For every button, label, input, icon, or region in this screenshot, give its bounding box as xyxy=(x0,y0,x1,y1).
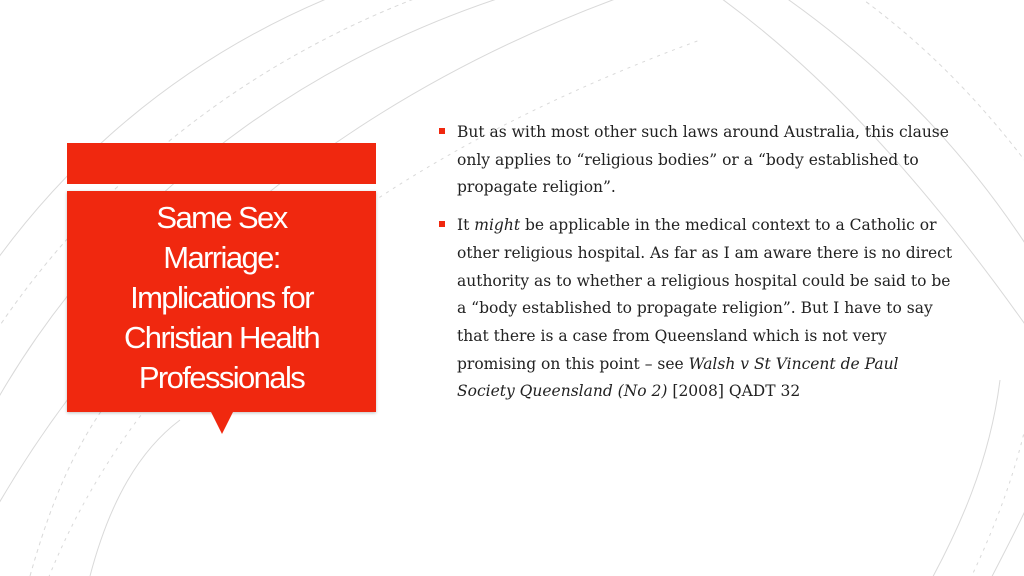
bullet-2-text-middle: be applicable in the medical context to a Catholic or other religious hospital. As far as I am aware there is no direct authority as to whether a religious hospital could be said to be a “body established to propagate religion”. But I have to say that there is a case from Queensland which is not very promising on this point – see xyxy=(457,216,953,373)
square-bullet-icon xyxy=(439,221,445,227)
title-pointer-triangle xyxy=(211,412,233,434)
slide-title-line-2: Marriage: xyxy=(163,239,280,275)
case-citation: [2008] QADT 32 xyxy=(667,382,801,401)
bullet-item-2 xyxy=(437,212,957,406)
case-name: Walsh v St Vincent de Paul Society Queensland (No 2) xyxy=(457,354,899,401)
bullet-list xyxy=(437,119,957,416)
title-accent-bar xyxy=(67,143,376,184)
bullet-1-text: But as with most other such laws around Australia, this clause only applies to “religious bodies” or a “body established to propagate religion”. xyxy=(457,123,949,197)
slide-title-line-1: Same Sex xyxy=(156,199,287,235)
slide-title xyxy=(82,198,362,398)
bullet-2-text-start: It xyxy=(457,216,475,235)
square-bullet-icon xyxy=(439,128,445,134)
title-panel xyxy=(67,191,376,412)
slide-title-line-3: Implications for xyxy=(130,279,313,315)
bullet-2-emphasis: might xyxy=(474,216,521,235)
slide-title-line-4: Christian Health xyxy=(124,319,319,355)
bullet-item-1 xyxy=(437,119,957,202)
slide-title-line-5: Professionals xyxy=(138,359,305,395)
